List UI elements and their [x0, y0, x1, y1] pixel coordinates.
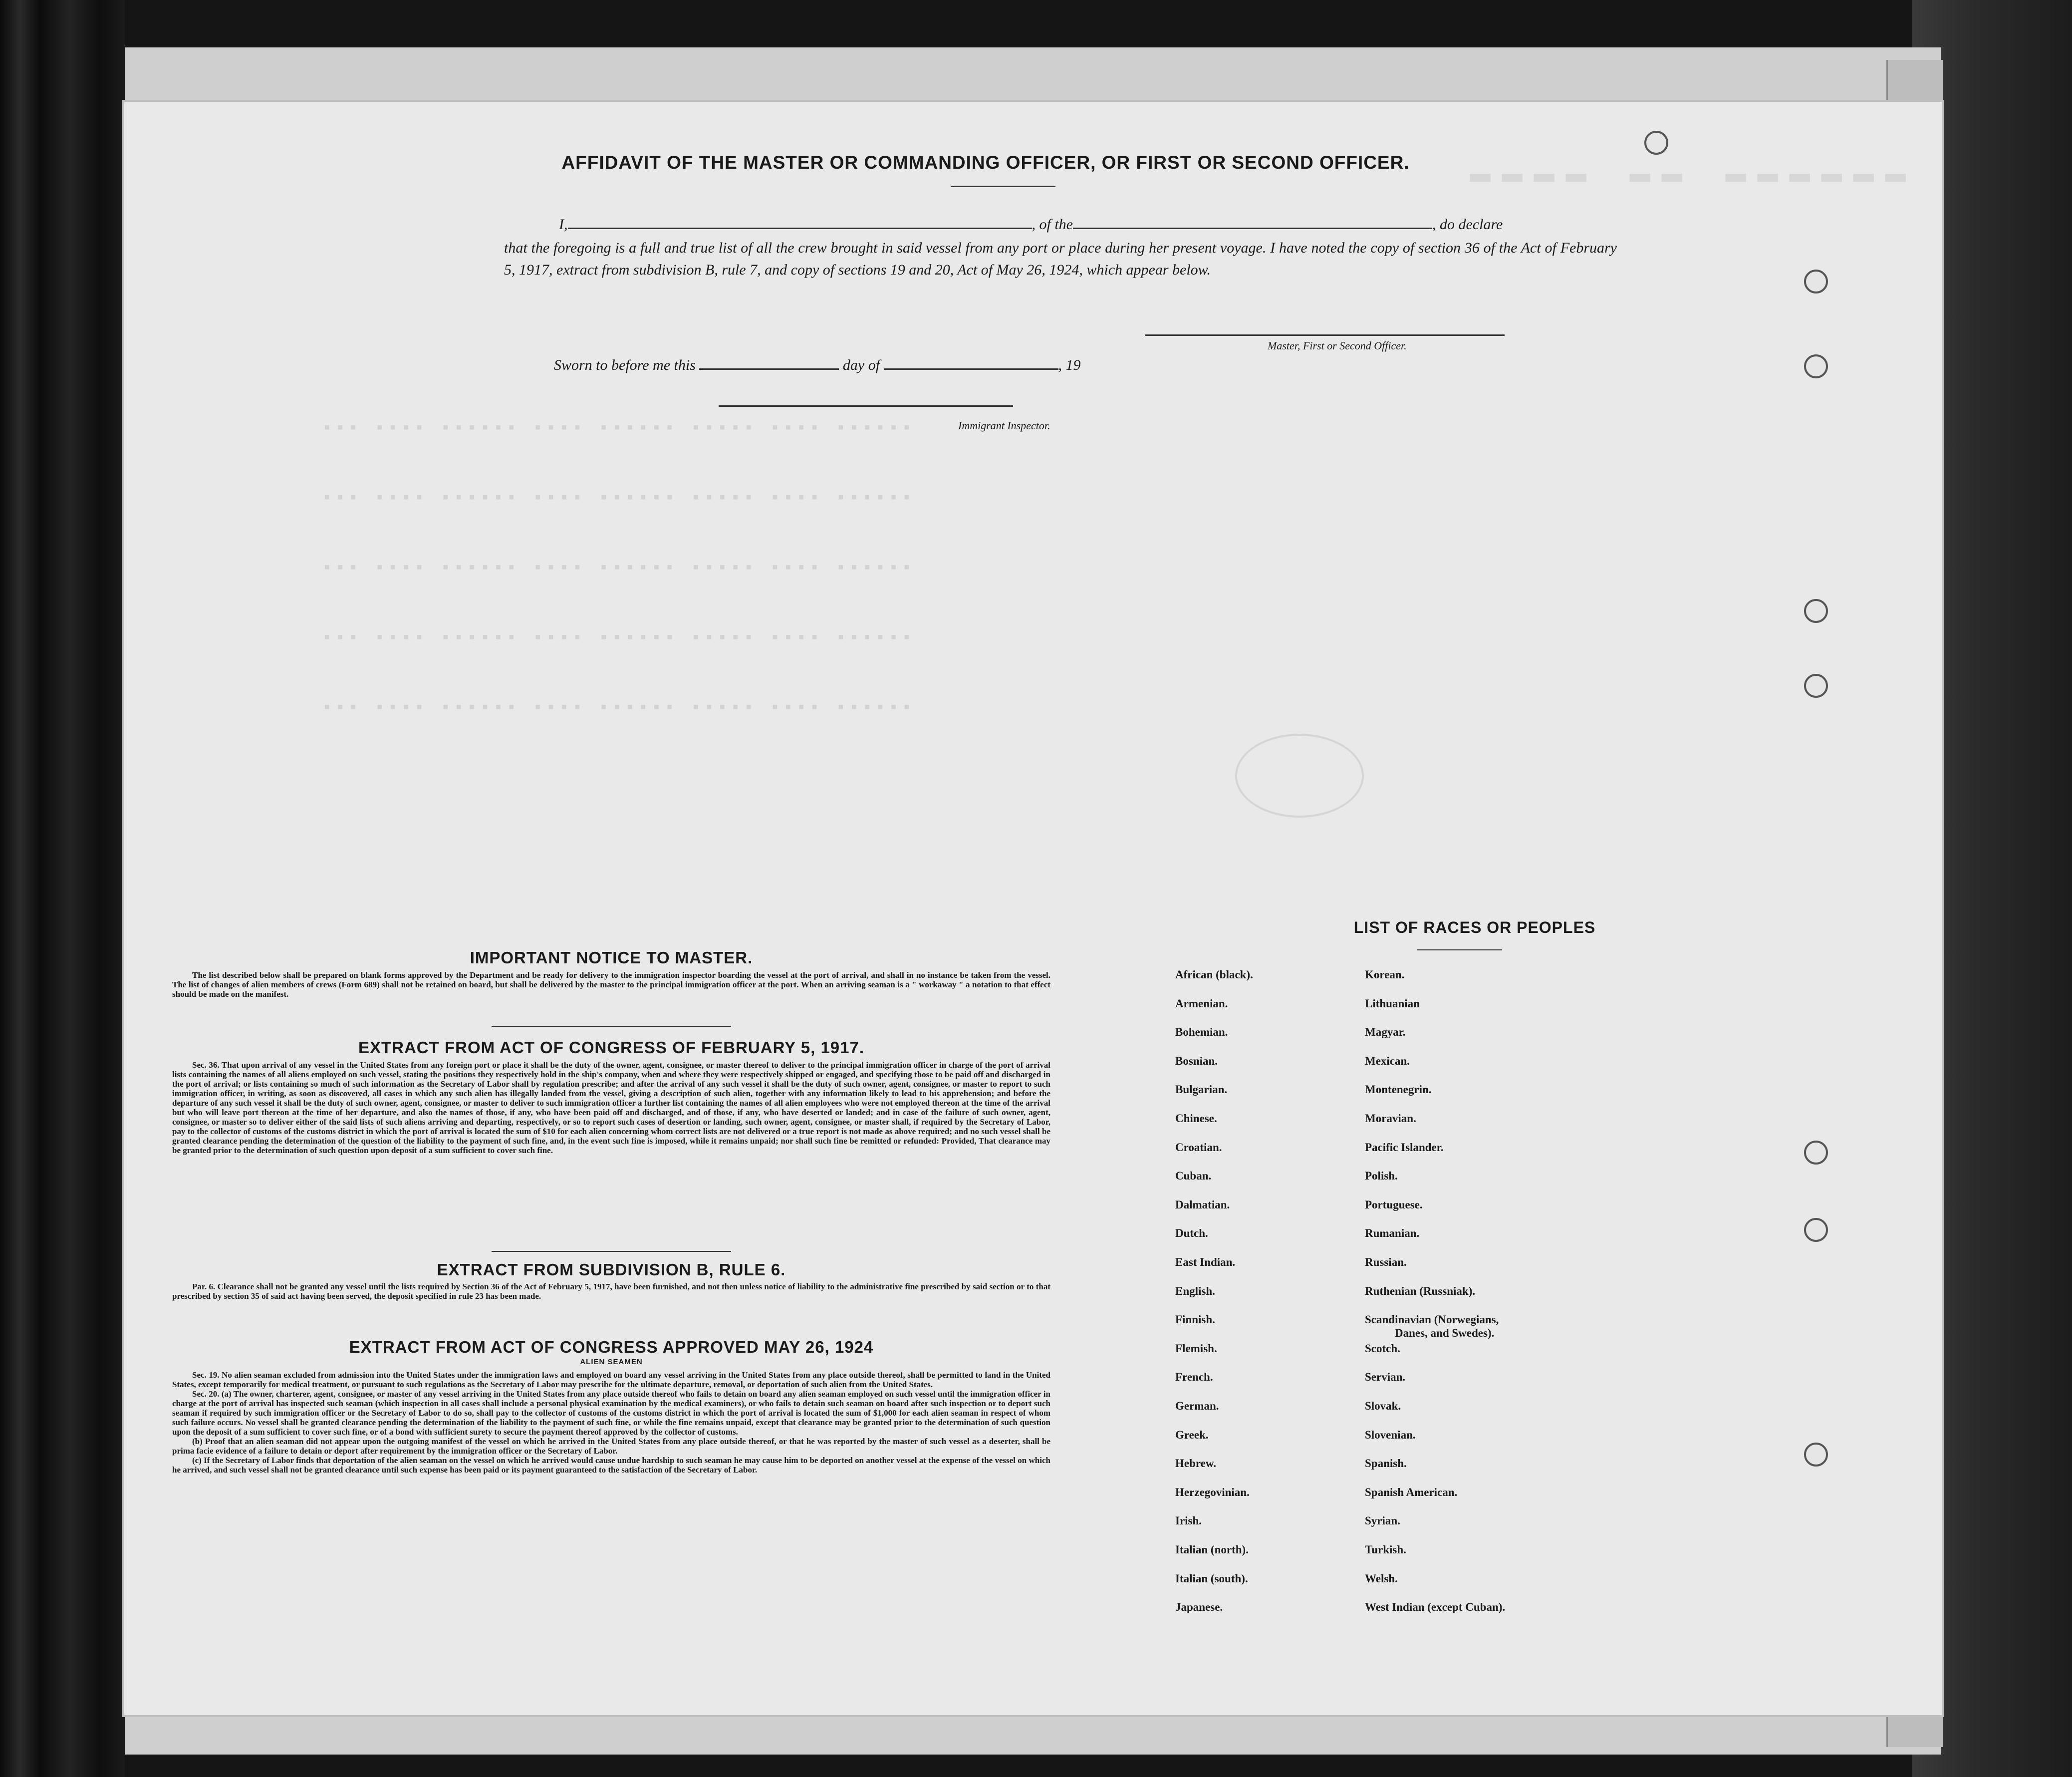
race-item: Korean. — [1365, 968, 1405, 981]
sec-20a-text: Sec. 20. (a) The owner, charterer, agent, consignee, or master of any vessel arriving in the United States from any place outside thereof who fails to detain on board any alien seaman employed on such vessel until the immigration officer in charge at the port of arrival has inspected such seaman (which inspection in all cases shall include a personal physical examination by the medical examiners), or who fails to detain such seaman on board after such inspection or to deport such seaman if required by such immigration officer or the Secretary of Labor to do so, shall pay to the collector of customs of the customs district in which the port of arrival is located the sum of $1,000 for each alien seaman in respect of whom such failure occurs. No vessel shall be granted clearance pending the determination of the liability to the payment of such fine, or while the fine remains unpaid, except that clearance may be granted prior to the determination of such question upon the deposit of a sum sufficient to cover such fine, or of a bond with sufficient surety to secure the payment thereof approved by the collector of customs. — [172, 1389, 1050, 1437]
sworn-year-label: , 19 — [1058, 357, 1081, 373]
race-item: Rumanian. — [1365, 1227, 1420, 1240]
race-item: Italian (south). — [1175, 1572, 1248, 1585]
sec-20c-text: (c) If the Secretary of Labor finds that deportation of the alien seaman on the vessel on which he arrived would cause undue hardship to such seaman he may cause him to be deported on another vessel at the expense of the vessel on which he arrived, and such vessel shall not be granted clearance until such expense has been paid or its payment guaranteed to the satisfaction of the Secretary of Labor. — [172, 1456, 1050, 1475]
punch-hole — [1804, 599, 1828, 623]
punch-hole — [1804, 354, 1828, 378]
title-rule — [951, 186, 1055, 187]
punch-hole — [1804, 1218, 1828, 1242]
punch-hole — [1644, 131, 1668, 155]
race-item: Japanese. — [1175, 1601, 1223, 1614]
race-item: Ruthenian (Russniak). — [1365, 1284, 1476, 1297]
race-item: Bohemian. — [1175, 1026, 1228, 1039]
race-item: Pacific Islander. — [1365, 1141, 1444, 1154]
race-item: Chinese. — [1175, 1112, 1217, 1125]
race-item: Italian (north). — [1175, 1543, 1249, 1556]
bleed-through-texture: ▬▬▬▬ ▬▬ ▬▬▬▬▬▬ — [1470, 155, 1917, 194]
alien-seamen-subtitle: ALIEN SEAMEN — [580, 1358, 643, 1366]
punch-hole — [1804, 1141, 1828, 1165]
sworn-day-of-label: day of — [842, 357, 880, 373]
race-item: Cuban. — [1175, 1170, 1212, 1183]
race-item: Slovak. — [1365, 1400, 1401, 1412]
race-item: Danes, and Swedes). — [1395, 1327, 1495, 1340]
race-item: Scandinavian (Norwegians, — [1365, 1313, 1499, 1326]
race-item: Irish. — [1175, 1514, 1202, 1527]
affidavit-declaration-line — [559, 215, 1503, 233]
race-item: Croatian. — [1175, 1141, 1222, 1154]
race-item: Bosnian. — [1175, 1054, 1218, 1067]
race-item: Armenian. — [1175, 997, 1228, 1010]
vessel-name-blank[interactable] — [1073, 215, 1432, 229]
race-item: Finnish. — [1175, 1313, 1215, 1326]
section-divider — [492, 1026, 731, 1027]
bleed-through-texture: ▪▪▪ ▪▪▪▪ ▪▪▪▪▪▪ ▪▪▪▪ ▪▪▪▪▪▪ ▪▪▪▪▪ ▪▪▪▪ ▪▪▪▪▪▪ — [322, 559, 915, 578]
race-item: Spanish American. — [1365, 1485, 1458, 1498]
race-item: African (black). — [1175, 968, 1253, 981]
bleed-through-texture: ▪▪▪ ▪▪▪▪ ▪▪▪▪▪▪ ▪▪▪▪ ▪▪▪▪▪▪ ▪▪▪▪▪ ▪▪▪▪ ▪▪▪▪▪▪ — [322, 419, 915, 438]
race-item: Spanish. — [1365, 1457, 1407, 1470]
section-36-label: Sec. 36. — [192, 1060, 220, 1070]
race-item: Russian. — [1365, 1256, 1407, 1268]
sworn-prefix: Sworn to before me this — [554, 357, 696, 373]
race-item: Magyar. — [1365, 1026, 1406, 1039]
race-item: German. — [1175, 1400, 1219, 1412]
race-item: Greek. — [1175, 1428, 1209, 1441]
race-item: Slovenian. — [1365, 1428, 1416, 1441]
race-item: Portuguese. — [1365, 1198, 1423, 1211]
race-item: Dalmatian. — [1175, 1198, 1230, 1211]
officer-name-blank[interactable] — [568, 215, 1032, 229]
race-item: French. — [1175, 1371, 1213, 1384]
race-item: Mexican. — [1365, 1054, 1410, 1067]
sec-20b-text: (b) Proof that an alien seaman did not appear upon the outgoing manifest of the vessel on which he arrived in the United States from any place outside thereof, or that he was reported by the master of such vessel as a deserter, shall be prima facie evidence of a failure to detain or deport after requirement by the immigration officer or the Secretary of Labor. — [172, 1437, 1050, 1456]
race-item: Polish. — [1365, 1170, 1398, 1183]
bleed-through-stamp — [1235, 734, 1364, 818]
signature-line[interactable] — [1145, 334, 1505, 336]
document-page — [122, 100, 1944, 1717]
section-divider — [492, 1251, 731, 1252]
affidavit-title: AFFIDAVIT OF THE MASTER OR COMMANDING OFFICER, OR FIRST OR SECOND OFFICER. — [561, 152, 1410, 173]
punch-hole — [1804, 1443, 1828, 1467]
punch-hole — [1804, 270, 1828, 294]
extract-1917-title: EXTRACT FROM ACT OF CONGRESS OF FEBRUARY 5, 1917. — [358, 1038, 865, 1057]
race-item: Bulgarian. — [1175, 1083, 1228, 1096]
race-item: Turkish. — [1365, 1543, 1406, 1556]
punch-hole — [1804, 674, 1828, 698]
race-item: Welsh. — [1365, 1572, 1398, 1585]
race-item: Hebrew. — [1175, 1457, 1216, 1470]
extract-1917-text: Sec. 36. That upon arrival of any vessel in the United States from any foreign port or place it shall be the duty of the owner, agent, consignee, or master thereof to deliver to the principal immigration officer in charge of the port of arrival lists containing the names of all aliens employed on such vessel, stating the positions they respectively hold in the ship's company, when and where they were respectively shipped or engaged, and specifying those to be paid off and discharged in the port of arrival; or lists containing so much of such information as the Secretary of Labor shall by regulation prescribe; and after the arrival of any such vessel it shall be the duty of such owner, agent, consignee, or master to report to such immigration officer, in writing, as soon as discovered, all cases in which any such alien has illegally landed from the vessel, giving a description of such alien, together with any information likely to lead to his apprehension; and before the departure of any such vessel it shall be the duty of such owner, agent, consignee, or master to deliver to such immigration officer a further list containing the names of all alien employees who were not employed thereon at the time of the arrival but who will leave port thereon at the time of her departure, and also the names of those, if any, who have been paid off and discharged, and of those, if any, who have deserted or landed; and in case of the failure of such owner, agent, consignee, or master so to deliver either of the said lists of such aliens arriving and departing, respectively, or so to report such cases of desertion or landing, such owner, agent, consignee, or master shall, if required by the Secretary of Labor, pay to the collector of customs of the customs district in which the port of arrival is located the sum of $10 for each alien concerning whom correct lists are not delivered or a true report is not made as above required; and no such vessel shall be granted clearance pending the determination of the question of the liability to the payment of such fine, and, in the event such fine is imposed, while it remains unpaid; nor shall such fine be remitted or refunded: Provided, That clearance may be granted prior to the determination of such question upon deposit of a sum sufficient to cover such fine. — [172, 1060, 1051, 1155]
race-item: Flemish. — [1175, 1342, 1217, 1355]
declaration-i-label: I, — [559, 216, 568, 233]
notice-text: The list described below shall be prepared on blank forms approved by the Department and be ready for delivery to the immigration inspector boarding the vessel at the port of arrival, and shall in no instance be taken from the vessel. The list of changes of alien members of crews (Form 689) shall not be retained on board, but shall be delivered by the master to the principal immigration officer at the port. When an arriving seaman is a " workaway " a notation to that effect should be made on the manifest. — [172, 970, 1050, 999]
bleed-through-texture: ▪▪▪ ▪▪▪▪ ▪▪▪▪▪▪ ▪▪▪▪ ▪▪▪▪▪▪ ▪▪▪▪▪ ▪▪▪▪ ▪▪▪▪▪▪ — [322, 489, 915, 508]
race-item: Dutch. — [1175, 1227, 1208, 1240]
races-title-rule — [1417, 949, 1502, 950]
sworn-month-blank[interactable] — [884, 355, 1058, 370]
signature-label: Master, First or Second Officer. — [1268, 339, 1407, 352]
race-item: Lithuanian — [1365, 997, 1420, 1010]
extract-1924-text — [172, 1370, 1050, 1475]
extract-1924-title: EXTRACT FROM ACT OF CONGRESS APPROVED MAY 26, 1924 — [349, 1338, 874, 1356]
sworn-line — [554, 355, 1081, 374]
race-item: Servian. — [1365, 1371, 1406, 1384]
bleed-through-texture: ▪▪▪ ▪▪▪▪ ▪▪▪▪▪▪ ▪▪▪▪ ▪▪▪▪▪▪ ▪▪▪▪▪ ▪▪▪▪ ▪▪▪▪▪▪ — [322, 699, 915, 718]
affidavit-body: that the foregoing is a full and true list of all the crew brought in said vessel from any port or place during her present voyage. I have noted the copy of section 36 of the Act of February 5, 1917, extract from subdivision B, rule 7, and copy of sections 19 and 20, Act of May 26, 1924, which appear below. — [504, 240, 1617, 278]
declaration-of-the-label: , of the — [1032, 216, 1073, 233]
bleed-through-texture: ▪▪▪ ▪▪▪▪ ▪▪▪▪▪▪ ▪▪▪▪ ▪▪▪▪▪▪ ▪▪▪▪▪ ▪▪▪▪ ▪▪▪▪▪▪ — [322, 629, 915, 648]
subdivision-text: Par. 6. Clearance shall not be granted any vessel until the lists required by Section 36 of the Act of February 5, 1917, have been furnished, and not then unless notice of liability to the administrative fine prescribed by said section or to that prescribed by section 35 of said act having been served, the deposit specified in rule 23 has been made. — [172, 1282, 1050, 1301]
inspector-label: Immigrant Inspector. — [958, 419, 1050, 432]
race-item: Scotch. — [1365, 1342, 1400, 1355]
race-item: West Indian (except Cuban). — [1365, 1601, 1506, 1614]
subdivision-title: EXTRACT FROM SUBDIVISION B, RULE 6. — [437, 1260, 786, 1279]
notice-title: IMPORTANT NOTICE TO MASTER. — [470, 948, 753, 967]
declaration-do-declare-label: , do declare — [1432, 216, 1503, 233]
race-item: Herzegovinian. — [1175, 1485, 1250, 1498]
race-item: Syrian. — [1365, 1514, 1400, 1527]
race-item: East Indian. — [1175, 1256, 1236, 1268]
binder-edge — [0, 0, 125, 1777]
race-item: Montenegrin. — [1365, 1083, 1432, 1096]
races-title: LIST OF RACES OR PEOPLES — [1353, 918, 1596, 936]
race-item: Moravian. — [1365, 1112, 1416, 1125]
sec-19-text: Sec. 19. No alien seaman excluded from admission into the United States under the immigration laws and employed on board any vessel arriving in the United States from any place outside thereof, shall be permitted to land in the United States, except temporarily for medical treatment, or pursuant to such regulations as the Secretary of Labor may prescribe for the ultimate departure, removal, or deportation of such alien from the United States. — [172, 1370, 1050, 1389]
sworn-day-blank[interactable] — [699, 355, 839, 370]
race-item: English. — [1175, 1284, 1215, 1297]
inspector-signature-line[interactable] — [719, 405, 1013, 407]
